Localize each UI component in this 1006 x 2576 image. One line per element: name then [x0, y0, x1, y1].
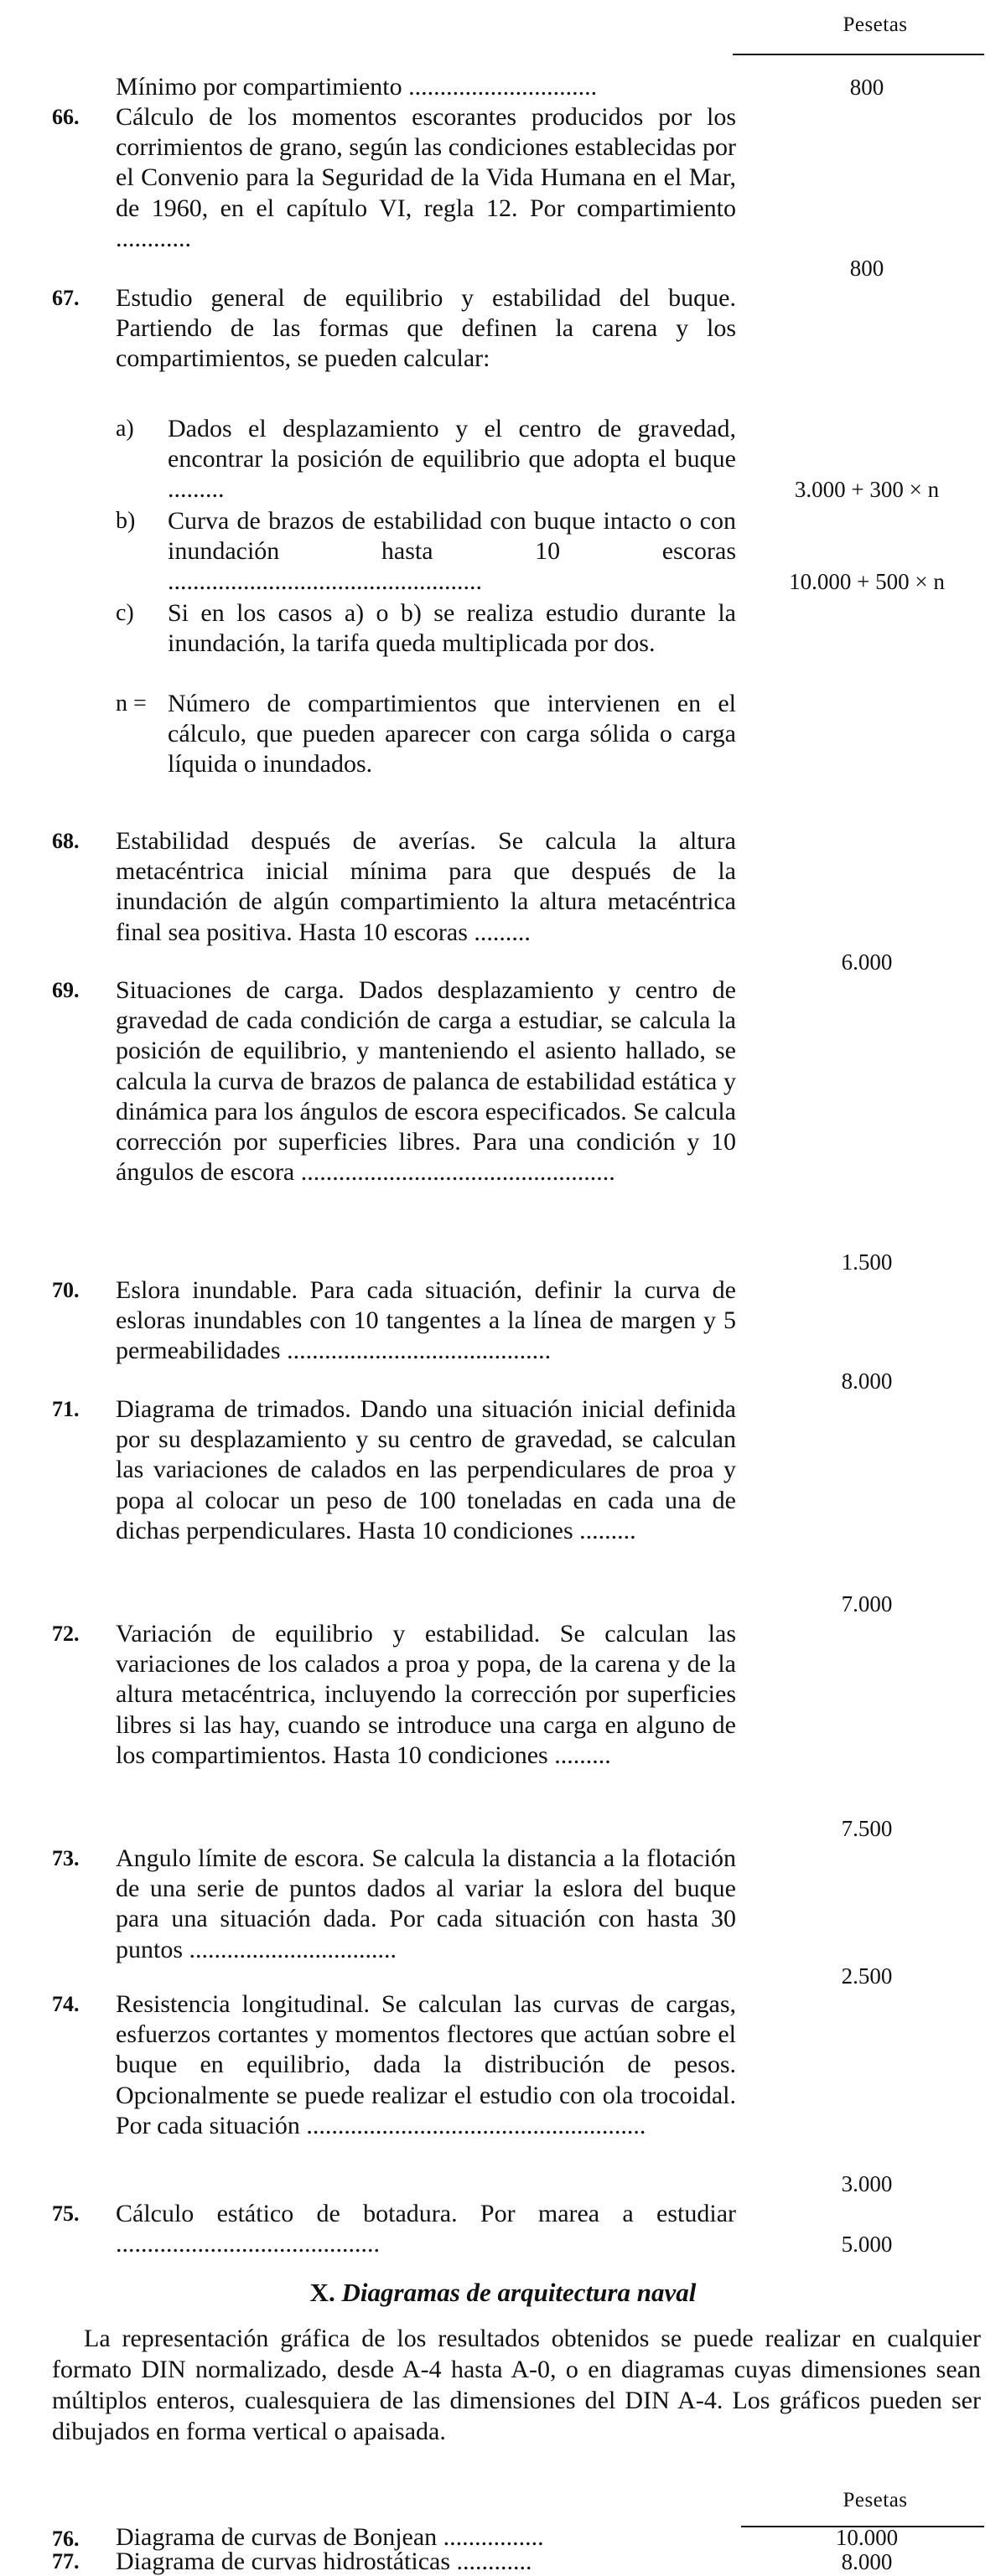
item-text: Diagrama de curvas de Bonjean ................ [116, 2523, 544, 2551]
section-heading [0, 2278, 1006, 2308]
item-number: 74. [52, 1992, 80, 2016]
item-number: 70. [52, 1278, 80, 1302]
item-text: Estabilidad después de averías. Se calcula la altura metacéntrica inicial mínima para que después de la inundación de algún compartimiento la altura metacéntrica final sea positiva. Hasta 10 escoras ......... [116, 827, 736, 946]
item-sublabel: b) [116, 508, 136, 534]
item-sublabel: c) [116, 600, 134, 626]
item-text: Dados el desplazamiento y el centro de gravedad, encontrar la posición de equilibrio que adopta el buque ......... [168, 415, 736, 504]
item-text: Si en los casos a) o b) se realiza estudio durante la inundación, la tarifa queda multiplicada por dos. [168, 599, 736, 658]
item-number: 75. [52, 2201, 80, 2226]
item-number: 72. [52, 1622, 80, 1646]
item-number: 73. [52, 1846, 80, 1870]
item-text: Cálculo estático de botadura. Por marea a estudiar .......................................... [116, 2200, 736, 2258]
item-number: 77. [52, 2549, 80, 2573]
item-text: Número de compartimientos que intervienen en el cálculo, que pueden aparecer con carga sólida o carga líquida o inundados. [168, 690, 736, 778]
section-title: Diagramas de arquitectura naval [341, 2278, 697, 2307]
item-number: 76. [52, 2527, 80, 2551]
item-price: 8.000 [841, 2549, 893, 2574]
item-price: 3.000 [841, 2171, 893, 2196]
item-text: Diagrama de trimados. Dando una situación inicial definida por su desplazamiento y su centro de gravedad, se calculan las variaciones de calados en las perpendiculares de proa y popa al colocar un peso de 100 toneladas en cada una de dichas perpendiculares. Hasta 10 condiciones ......... [116, 1395, 736, 1544]
item-price: 800 [849, 256, 884, 281]
item-text: Diagrama de curvas hidrostáticas ............ [116, 2548, 532, 2575]
item-price: 3.000 + 300 × n [794, 477, 940, 502]
item-text: Eslora inundable. Para cada situación, definir la curva de esloras inundables con 10 tangentes a la línea de margen y 5 permeabilidades .......................................... [116, 1276, 736, 1365]
item-price: 7.500 [841, 1816, 893, 1841]
item-text: Curva de brazos de estabilidad con buque intacto o con inundación hasta 10 escoras .................................................. [168, 507, 736, 596]
item-text: Angulo límite de escora. Se calcula la distancia a la flotación de una serie de puntos dados al variar la eslora del buque para una situación dada. Por cada situación con hasta 30 puntos ................................. [116, 1844, 736, 1963]
item-number: 67. [52, 286, 80, 310]
item-sublabel: a) [116, 416, 134, 442]
item-price: 5.000 [841, 2232, 893, 2257]
item-price: 8.000 [841, 1368, 893, 1394]
item-price: 1.500 [841, 1249, 893, 1275]
item-text: Situaciones de carga. Dados desplazamiento y centro de gravedad de cada condición de carga a estudiar, se calcula la posición de equilibrio, y manteniendo el asiento hallado, se calcula la curva de brazos de palanca de estabilidad estática y dinámica para los ángulos de escora especificados. Se calcula corrección por superficies libres. Para una condición y 10 ángulos de escora .................................................. [116, 976, 736, 1187]
item-number: 71. [52, 1397, 80, 1421]
section-number: X. [309, 2278, 335, 2307]
item-text: Resistencia longitudinal. Se calculan las curvas de cargas, esfuerzos cortantes y momentos flectores que actúan sobre el buque en equilibrio, dada la distribución de pesos. Opcionalmente se puede realizar el estudio con ola trocoidal. Por cada situación ...................................................... [116, 1990, 736, 2139]
item-number: 69. [52, 978, 80, 1002]
item-sublabel: n = [116, 691, 147, 716]
column-header-pesetas-2: Pesetas [843, 2489, 908, 2511]
item-price: 6.000 [841, 949, 893, 975]
item-text: Mínimo por compartimiento .............................. [116, 73, 598, 101]
item-number: 66. [52, 105, 80, 129]
item-price: 10.000 [835, 2525, 899, 2550]
item-text: Estudio general de equilibrio y estabilidad del buque. Partiendo de las formas que definen la carena y los compartimientos, se pueden calcular: [116, 284, 736, 373]
item-price: 7.000 [841, 1591, 893, 1616]
item-text: Variación de equilibrio y estabilidad. Se calculan las variaciones de los calados a proa y popa, de la carena y de la altura metacéntrica, incluyendo la corrección por superficies libres si las hay, cuando se introduce una carga en alguno de los compartimientos. Hasta 10 condiciones ......... [116, 1620, 736, 1769]
item-price: 10.000 + 500 × n [789, 569, 945, 594]
item-price: 2.500 [841, 1963, 893, 1989]
section-paragraph: La representación gráfica de los resultados obtenidos se puede realizar en cualquier formato DIN normalizado, desde A-4 hasta A-0, o en diagramas cuyas dimensiones sean múltiplos enteros, cualesquiera de las dimensiones del DIN A-4. Los gráficos pueden ser dibujados en forma vertical o apaisada. [52, 2325, 981, 2445]
column-header-pesetas: Pesetas [843, 13, 908, 36]
item-number: 68. [52, 829, 80, 853]
column-header-rule [733, 54, 984, 55]
item-text: Cálculo de los momentos escorantes producidos por los corrimientos de grano, según las condiciones establecidas por el Convenio para la Seguridad de la Vida Humana en el Mar, de 1960, en el capítulo VI, regla 12. Por compartimiento ............ [116, 103, 736, 252]
item-price: 800 [849, 75, 884, 100]
